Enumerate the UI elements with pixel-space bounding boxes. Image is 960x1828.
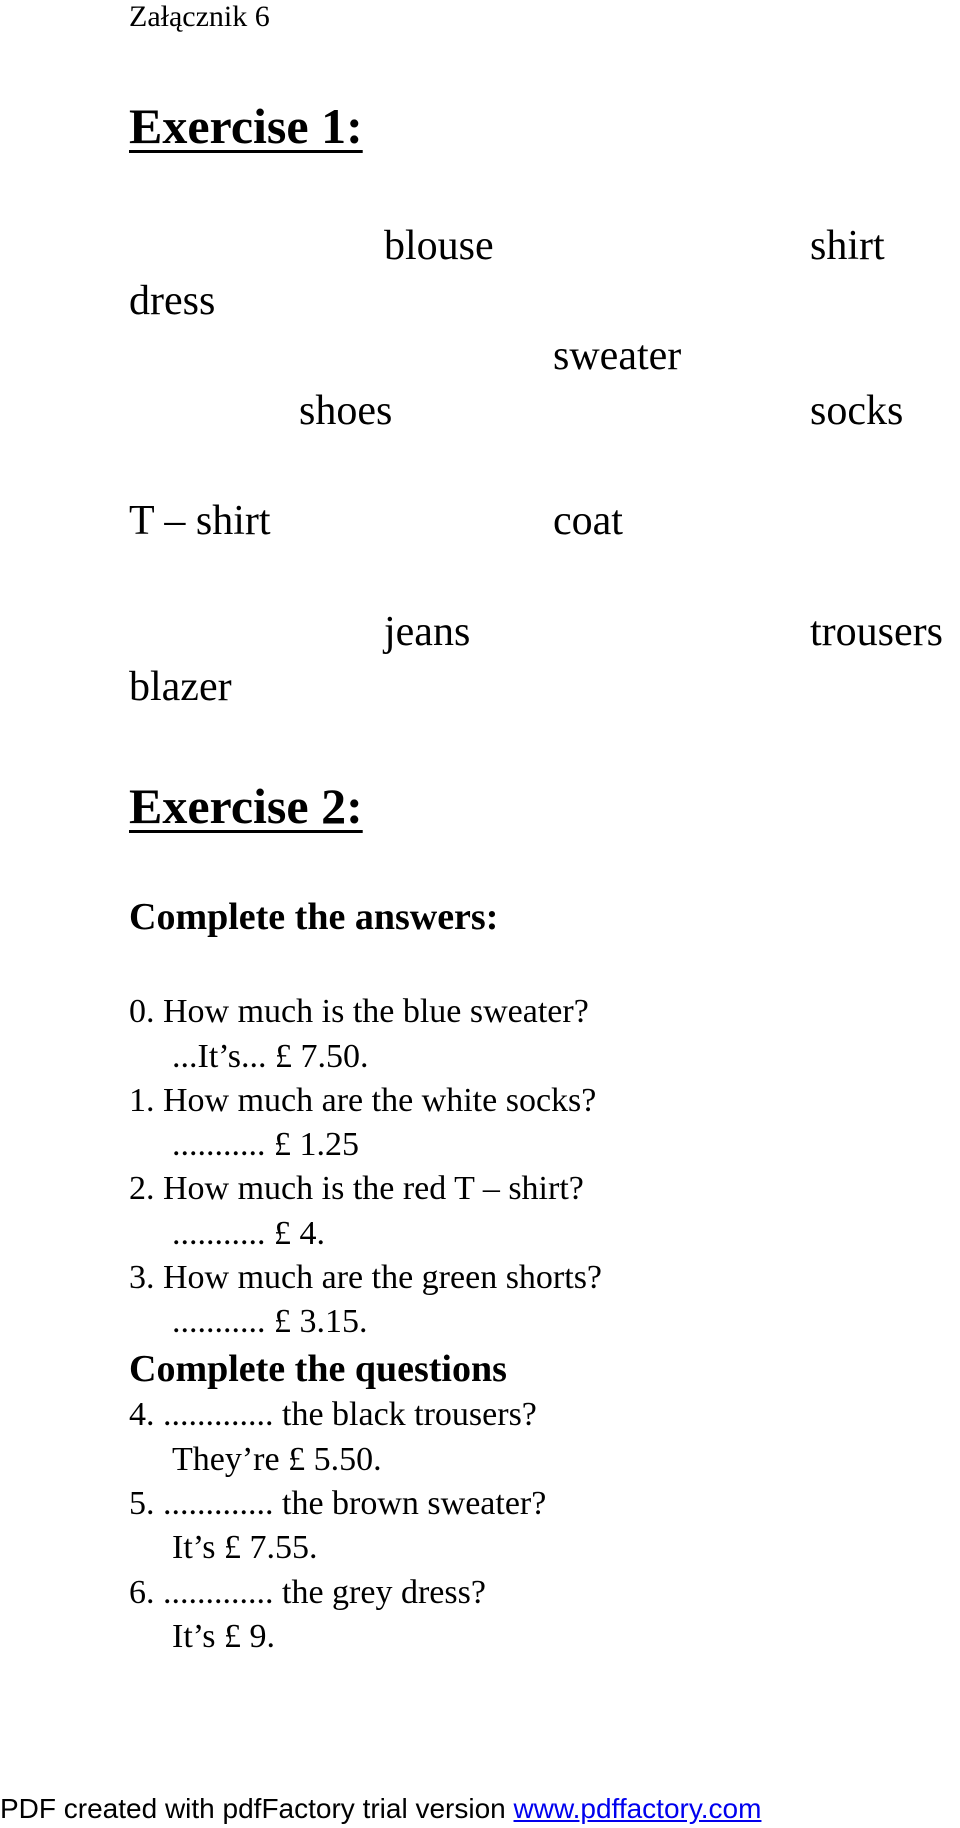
answer-line: It’s £ 7.55. [172, 1529, 318, 1566]
question-line: 3. How much are the green shorts? [129, 1259, 603, 1296]
answer-line: ........... £ 3.15. [172, 1303, 368, 1340]
word-t-shirt: T – shirt [129, 498, 271, 544]
word-trousers: trousers [810, 609, 943, 655]
pdf-footer [0, 1795, 761, 1823]
exercise-1-title: Exercise 1: [129, 98, 363, 154]
answer-line: ........... £ 1.25 [172, 1126, 359, 1163]
word-shirt: shirt [810, 223, 885, 269]
answer-line: ........... £ 4. [172, 1215, 325, 1252]
word-socks: socks [810, 388, 904, 434]
word-blouse: blouse [384, 223, 494, 269]
answer-line: They’re £ 5.50. [172, 1441, 382, 1478]
question-line: 5. ............. the brown sweater? [129, 1485, 547, 1522]
question-line: 1. How much are the white socks? [129, 1082, 597, 1119]
word-jeans: jeans [384, 609, 471, 655]
answer-line: It’s £ 9. [172, 1618, 275, 1655]
footer-link[interactable]: www.pdffactory.com [513, 1793, 762, 1824]
word-blazer: blazer [129, 664, 232, 710]
word-shoes: shoes [299, 388, 393, 434]
word-sweater: sweater [553, 333, 682, 379]
question-line: 6. ............. the grey dress? [129, 1574, 486, 1611]
header-label: Załącznik 6 [129, 0, 270, 33]
footer-text: PDF created with pdfFactory trial version [0, 1793, 514, 1824]
word-coat: coat [553, 498, 623, 544]
word-dress: dress [129, 278, 216, 324]
question-line: 0. How much is the blue sweater? [129, 993, 589, 1030]
answers-instruction: Complete the answers: [129, 896, 499, 938]
exercise-2-title: Exercise 2: [129, 778, 363, 834]
answer-line: ...It’s... £ 7.50. [172, 1038, 369, 1075]
questions-instruction: Complete the questions [129, 1348, 507, 1390]
question-line: 2. How much is the red T – shirt? [129, 1170, 584, 1207]
question-line: 4. ............. the black trousers? [129, 1396, 537, 1433]
